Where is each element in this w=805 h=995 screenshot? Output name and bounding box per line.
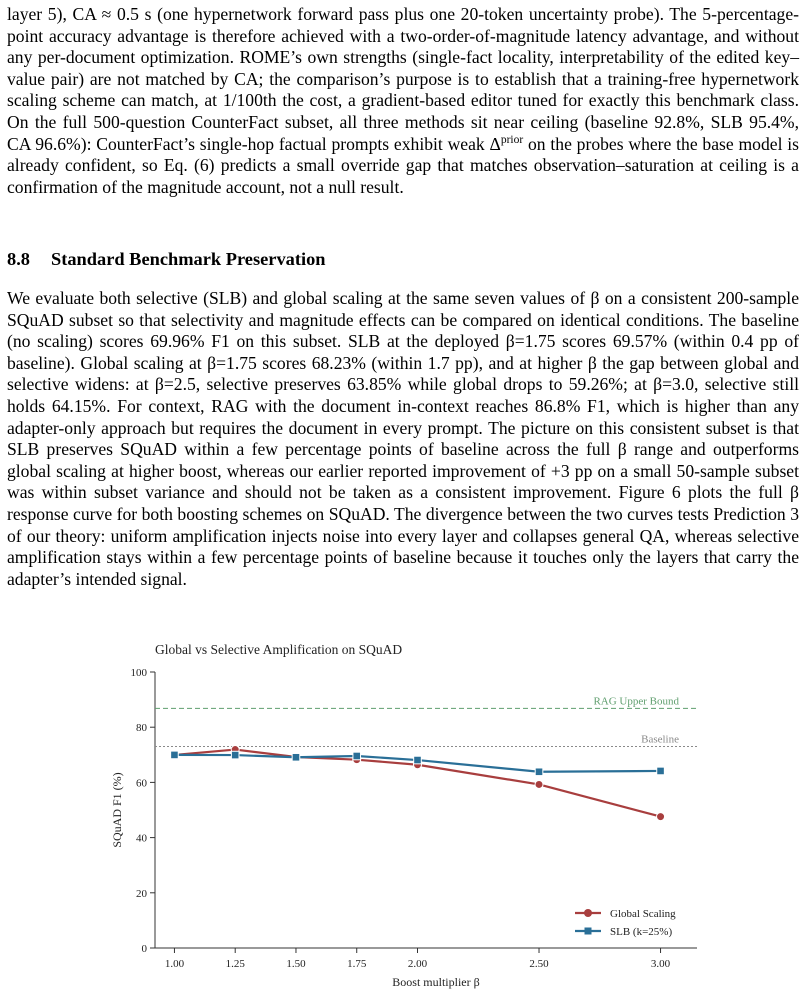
slb-point — [292, 753, 300, 761]
rag-upper-bound-label: RAG Upper Bound — [593, 695, 679, 708]
y-tick-label: 40 — [136, 832, 147, 845]
x-tick-label: 3.00 — [650, 958, 671, 970]
x-tick-label: 1.75 — [347, 958, 367, 970]
slb-point — [171, 751, 179, 759]
section-heading — [7, 249, 326, 270]
x-tick-label: 1.25 — [225, 958, 245, 970]
y-tick-label: 60 — [136, 777, 147, 790]
slb-point — [657, 767, 665, 775]
x-tick-label: 2.50 — [529, 958, 549, 970]
slb-point — [535, 768, 543, 776]
global-scaling-point — [657, 813, 665, 821]
paragraph-top-end: on the probes where the base model is already confident, so Eq. (6) predicts a small override gap that matches observation–saturation at ceiling is a confirmation of the magnitude account, not a null result. — [7, 133, 799, 197]
y-axis-label: SQuAD F1 (%) — [110, 772, 124, 848]
figure-6-line-chart — [0, 636, 805, 995]
section-title: Standard Benchmark Preservation — [51, 249, 326, 269]
slb-point — [231, 751, 239, 759]
global-scaling-point — [535, 780, 543, 788]
delta-symbol: Δ — [489, 133, 501, 154]
legend-slb-marker — [585, 928, 592, 935]
y-tick-label: 20 — [136, 887, 147, 900]
x-tick-label: 2.00 — [407, 958, 428, 970]
y-tick-label: 100 — [130, 667, 147, 679]
slb-point — [353, 752, 361, 760]
paragraph-top — [7, 4, 799, 198]
paragraph-main: We evaluate both selective (SLB) and global scaling at the same seven values of β on a consistent 200-sample SQuAD subset so that selectivity and magnitude effects can be compared on identical conditions. The baseline (no scaling) scores 69.96% F1 on this subset. SLB at the deployed β=1.75 scores 69.57% (within 0.4 pp of baseline). Global scaling at β=1.75 scores 68.23% (within 1.7 pp), and at higher β the gap between global and selective widens: at β=2.5, selective preserves 63.85% while global drops to 59.26%; at β=3.0, selective still holds 64.15%. For context, RAG with the document in-context reaches 86.8% F1, which is higher than any adapter-only approach but requires the document in every prompt. The picture on this consistent subset is that SLB preserves SQuAD within a few percentage points of baseline across the full β range and outperforms global scaling at higher boost, whereas our earlier reported improvement of +3 pp on a small 50-sample subset was within subset variance and should not be taken as a consistent improvement. Figure 6 plots the full β response curve for both boosting schemes on SQuAD. The divergence between the two curves tests Prediction 3 of our theory: uniform amplification injects noise into every layer and collapses general QA, whereas selective amplification stays within a few percentage points of baseline because it touches only the layers that carry the adapter’s intended signal. — [7, 288, 799, 589]
x-axis-label: Boost multiplier β — [392, 975, 480, 989]
delta-superscript: prior — [500, 133, 524, 146]
legend-global-scaling-label: Global Scaling — [610, 908, 676, 920]
legend-slb-label: SLB (k=25%) — [610, 926, 673, 938]
y-tick-label: 80 — [136, 722, 147, 735]
x-tick-label: 1.00 — [164, 958, 185, 970]
baseline-label: Baseline — [641, 733, 679, 746]
legend-global-scaling-marker — [584, 909, 592, 917]
section-number: 8.8 — [7, 249, 30, 269]
chart-title: Global vs Selective Amplification on SQuAD — [155, 642, 403, 657]
paragraph-top-text: layer 5), CA ≈ 0.5 s (one hypernetwork forward pass plus one 20-token uncertainty probe). The 5-percentage-point accuracy advantage is therefore achieved with a two-order-of-magnitude latency advantage, and without any per-document optimization. ROME’s own strengths (single-fact locality, interpretability of the edited key–value pair) are not matched by CA; the comparison’s purpose is to establish that a training-free hypernetwork scaling scheme can match, at 1/100th the cost, a gradient-based editor tuned for exactly this benchmark class. On the full 500-question CounterFact subset, all three methods sit near ceiling (baseline 92.8%, SLB 95.4%, CA 96.6%): CounterFact’s single-hop factual prompts exhibit weak — [7, 4, 799, 154]
x-tick-label: 1.50 — [286, 958, 306, 970]
slb-point — [414, 756, 422, 764]
y-tick-label: 0 — [141, 943, 147, 955]
